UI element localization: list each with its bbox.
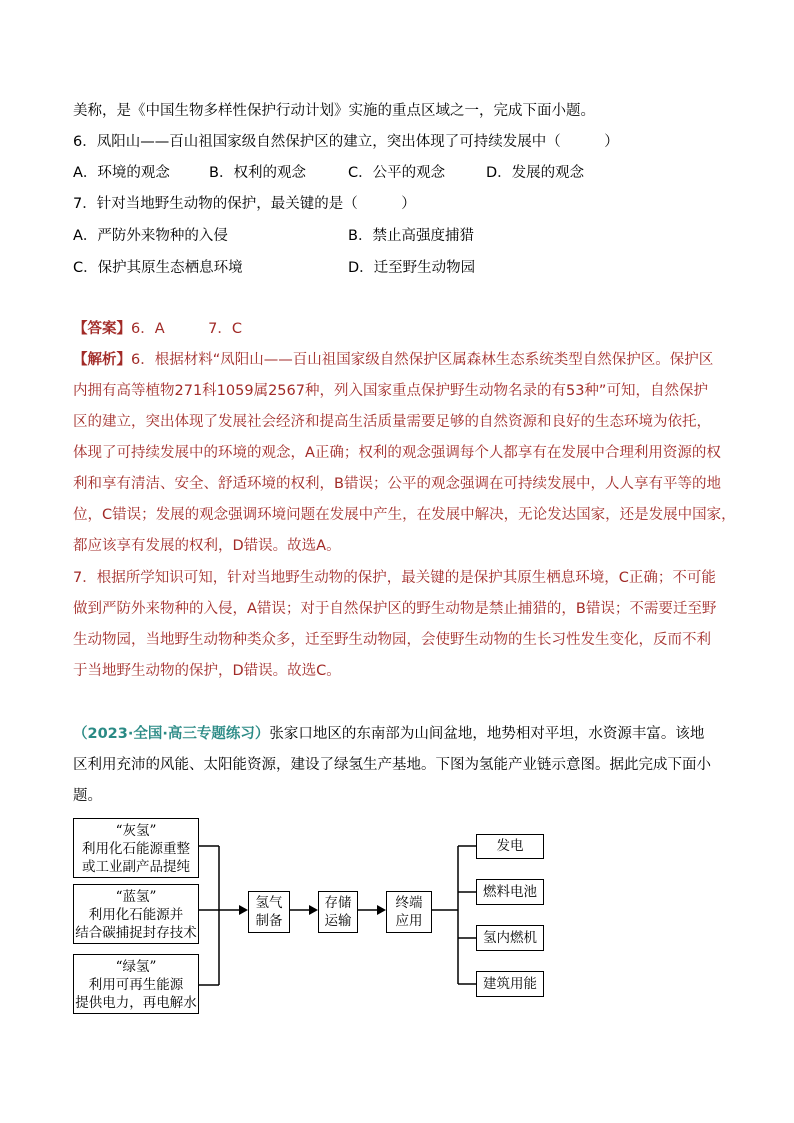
q6-option-b: B．权利的观念 — [209, 165, 306, 181]
green-hydrogen-box — [73, 954, 199, 1014]
use-fuel-cell-box: 燃料电池 — [476, 879, 544, 905]
q7-option-d: D．迁至野生动物园 — [348, 260, 476, 276]
q7-option-c: C．保护其原生态栖息环境 — [73, 260, 243, 276]
q7-stem: 7．针对当地野生动物的保护，最关键的是（ ） — [73, 196, 416, 212]
use-power-generation-box: 发电 — [476, 834, 544, 859]
section-intro-line-2: 区利用充沛的风能、太阳能资源，建设了绿氢生产基地。下图为氢能产业链示意图。据此完成下面小 — [73, 757, 711, 773]
analysis-line: 位，C错误；发展的观念强调环境问题在发展中产生，在发展中解决，无论发达国家，还是发展中国家， — [73, 507, 736, 523]
q6-option-d: D．发展的观念 — [486, 165, 585, 181]
box-line: 利用化石能源并 — [88, 907, 184, 923]
analysis-line: 于当地野生动物的保护，D错误。故选C。 — [73, 663, 341, 679]
intro-text: 张家口地区的东南部为山间盆地，地势相对平坦，水资源丰富。该地 — [269, 726, 705, 742]
answer-text: 6．A 7．C — [131, 321, 242, 337]
box-line: 或工业副产品提纯 — [82, 859, 190, 875]
answer-label: 【答案】 — [73, 321, 131, 337]
q6-option-a: A．环境的观念 — [73, 165, 170, 181]
analysis-line: 区的建立，突出体现了发展社会经济和提高生活质量需要足够的自然资源和良好的生态环境为依托， — [73, 414, 711, 430]
end-use-box — [386, 891, 432, 933]
q7-option-a: A．严防外来物种的入侵 — [73, 228, 228, 244]
box-line: 运输 — [324, 913, 352, 929]
analysis-line: 体现了可持续发展中的环境的观念，A正确；权利的观念强调每个人都享有在发展中合理利用资源的权 — [73, 445, 721, 461]
q6-stem: 6．凤阳山——百山祖国家级自然保护区的建立，突出体现了可持续发展中（ ） — [73, 134, 619, 150]
analysis-line: 都应该享有发展的权利，D错误。故选A。 — [73, 538, 341, 554]
analysis-line: 内拥有高等植物271科1059属2567种，列入国家重点保护野生动物名录的有53种”可知，自然保护 — [73, 383, 708, 399]
use-hydrogen-engine-box: 氢内燃机 — [476, 925, 544, 951]
box-line: 终端 — [395, 895, 423, 911]
analysis-line: 生动物园，当地野生动物种类众多，迁至野生动物园，会使野生动物的生长习性发生变化，反而不利 — [73, 632, 711, 648]
q6-intro: 美称，是《中国生物多样性保护行动计划》实施的重点区域之一，完成下面小题。 — [73, 103, 595, 119]
box-title: “蓝氢” — [115, 889, 157, 905]
box-line: 结合碳捕捉封存技术 — [75, 925, 197, 941]
box-line: 氢气 — [255, 895, 283, 911]
box-line: 提供电力，再电解水 — [75, 995, 197, 1011]
box-line: 制备 — [255, 913, 283, 929]
analysis-label: 【解析】 — [73, 352, 131, 368]
use-building-energy-box: 建筑用能 — [476, 971, 544, 997]
analysis-line: 做到严防外来物种的入侵，A错误；对于自然保护区的野生动物是禁止捕猎的，B错误；不需要迁至野 — [73, 601, 717, 617]
box-line: 存储 — [324, 895, 352, 911]
box-title: “绿氢” — [115, 959, 157, 975]
section-intro-line-3: 题。 — [73, 788, 102, 804]
q7-option-b: B．禁止高强度捕猎 — [348, 228, 474, 244]
box-line: 利用化石能源重整 — [82, 841, 190, 857]
box-line: 利用可再生能源 — [88, 977, 184, 993]
analysis-line: 7．根据所学知识可知，针对当地野生动物的保护，最关键的是保护其原生栖息环境，C正确；不可能 — [73, 570, 716, 586]
blue-hydrogen-box — [73, 884, 199, 944]
analysis-text: 6．根据材料“凤阳山——百山祖国家级自然保护区属森林生态系统类型自然保护区。保护区 — [131, 352, 714, 368]
grey-hydrogen-box — [73, 818, 199, 878]
analysis-line: 利和享有清洁、安全、舒适环境的权利，B错误；公平的观念强调在可持续发展中，人人享有平等的地 — [73, 476, 721, 492]
source-tag: （2023·全国·高三专题练习） — [73, 726, 270, 742]
storage-transport-box — [318, 891, 358, 933]
box-title: “灰氢” — [115, 823, 157, 839]
box-line: 应用 — [395, 913, 423, 929]
hydrogen-production-box — [248, 891, 290, 933]
q6-option-c: C．公平的观念 — [348, 165, 446, 181]
